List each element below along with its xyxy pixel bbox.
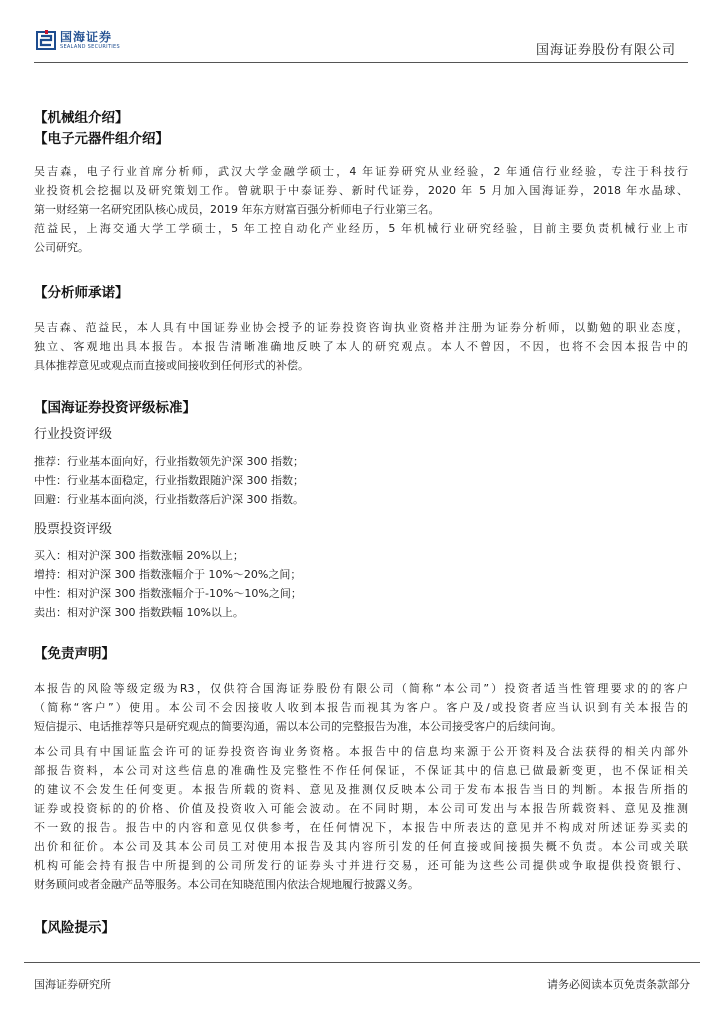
disclaimer-line: 出价和征价。本公司及其本公司员工对使用本报告及其内容所引发的任何直接或间接损失概不负责。本公司或关联 bbox=[34, 840, 688, 853]
stock-rating-item: 增持：相对沪深 300 指数涨幅介于 10%～20%之间； bbox=[34, 568, 302, 581]
disclaimer-line: 证券或投资标的的价格、价值及投资收入可能会波动。在不同时期，本公司可发出与本报告所载资料、意见及推测 bbox=[34, 802, 688, 815]
disclaimer-line: 机构可能会持有报告中所提到的公司所发行的证券头寸并进行交易，还可能为这些公司提供或争取提供投资银行、 bbox=[34, 859, 688, 872]
stock-rating-label: 股票投资评级 bbox=[34, 522, 113, 537]
elec-team-heading: 【电子元器件组介绍】 bbox=[34, 131, 169, 147]
analyst-intro bbox=[34, 162, 688, 257]
rating-heading: 【国海证券投资评级标准】 bbox=[34, 400, 196, 416]
stock-rating-item: 卖出：相对沪深 300 指数跌幅 10%以上。 bbox=[34, 606, 244, 619]
intro-line: 第一财经第一名研究团队核心成员，2019 年东方财富百强分析师电子行业第三名。 bbox=[34, 203, 440, 216]
intro-line: 公司研究。 bbox=[34, 241, 89, 254]
industry-rating-item: 回避：行业基本面向淡，行业指数落后沪深 300 指数。 bbox=[34, 493, 304, 506]
disclaimer-line: 财务顾问或者金融产品等服务。本公司在知晓范围内依法合规地履行披露义务。 bbox=[34, 878, 419, 891]
logo-name-cn: 国海证券 bbox=[60, 30, 113, 44]
intro-line: 范益民，上海交通大学工学硕士，5 年工控自动化产业经历，5 年机械行业研究经验，目前主要负责机械行业上市 bbox=[34, 222, 688, 235]
footer-divider bbox=[24, 962, 700, 963]
mech-team-heading: 【机械组介绍】 bbox=[34, 110, 129, 126]
disclaimer-line: 本公司具有中国证监会许可的证券投资咨询业务资格。本报告中的信息均来源于公开资料及合法获得的相关内部外 bbox=[34, 745, 688, 758]
disclaimer-line: 本报告的风险等级定级为R3，仅供符合国海证券股份有限公司（简称“本公司”）投资者适当性管理要求的的客户 bbox=[34, 682, 688, 695]
disclaimer-paragraph-2 bbox=[34, 742, 688, 894]
risk-heading: 【风险提示】 bbox=[34, 920, 115, 936]
industry-rating-list bbox=[34, 452, 304, 509]
industry-rating-label: 行业投资评级 bbox=[34, 427, 113, 442]
disclaimer-heading: 【免责声明】 bbox=[34, 646, 115, 662]
commitment-line: 独立、客观地出具本报告。本报告清晰准确地反映了本人的研究观点。本人不曾因，不因，也将不会因本报告中的 bbox=[34, 340, 688, 353]
stock-rating-list bbox=[34, 546, 302, 622]
company-name: 国海证券股份有限公司 bbox=[535, 43, 676, 58]
sealand-logo-icon bbox=[36, 30, 56, 52]
commitment-line: 吴吉森、范益民，本人具有中国证券业协会授予的证券投资咨询执业资格并注册为证券分析师，以勤勉的职业态度， bbox=[34, 321, 688, 334]
page-header bbox=[34, 30, 688, 63]
intro-line: 业投资机会挖掘以及研究策划工作。曾就职于中泰证券、新时代证券，2020 年 5 月加入国海证券，2018 年水晶球、 bbox=[34, 184, 688, 197]
industry-rating-item: 推荐：行业基本面向好，行业指数领先沪深 300 指数； bbox=[34, 455, 304, 468]
disclaimer-line: 不一致的报告。报告中的内容和意见仅供参考，在任何情况下，本报告中所表达的意见并不构成对所述证券买卖的 bbox=[34, 821, 688, 834]
commitment-heading: 【分析师承诺】 bbox=[34, 285, 129, 301]
intro-line: 吴吉森，电子行业首席分析师，武汉大学金融学硕士，4 年证券研究从业经验，2 年通信行业经验，专注于科技行 bbox=[34, 165, 688, 178]
footer-notice: 请务必阅读本页免责条款部分 bbox=[547, 978, 690, 991]
stock-rating-item: 中性：相对沪深 300 指数涨幅介于-10%～10%之间； bbox=[34, 587, 302, 600]
commitment-line: 具体推荐意见或观点而直接或间接收到任何形式的补偿。 bbox=[34, 359, 309, 372]
disclaimer-line: 短信提示、电话推荐等只是研究观点的简要沟通，需以本公司的完整报告为准，本公司接受客户的后续问询。 bbox=[34, 720, 562, 733]
commitment-text bbox=[34, 318, 688, 375]
disclaimer-line: 的建议不会发生任何变更。本报告所载的资料、意见及推测仅反映本公司于发布本报告当日的判断。本报告所指的 bbox=[34, 783, 688, 796]
stock-rating-item: 买入：相对沪深 300 指数涨幅 20%以上； bbox=[34, 549, 244, 562]
footer-institute: 国海证券研究所 bbox=[34, 978, 111, 991]
company-logo bbox=[36, 30, 120, 52]
industry-rating-item: 中性：行业基本面稳定，行业指数跟随沪深 300 指数； bbox=[34, 474, 304, 487]
disclaimer-paragraph-1 bbox=[34, 679, 688, 736]
disclaimer-line: 部报告资料，本公司对这些信息的准确性及完整性不作任何保证，不保证其中的信息已做最新变更，也不保证相关 bbox=[34, 764, 688, 777]
logo-name-en: SEALAND SECURITIES bbox=[60, 44, 120, 50]
disclaimer-line: （简称“客户”）使用。本公司不会因接收人收到本报告而视其为客户。客户及/或投资者应当认识到有关本报告的 bbox=[34, 701, 688, 714]
